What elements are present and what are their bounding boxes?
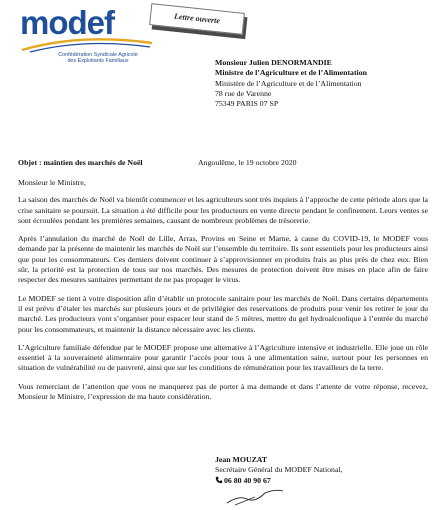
body-paragraph: Après l’annulation du marché de Noël de Lille, Arras, Provins en Seine et Marne, à cause du COVID-19, le MODEF vous demande par la présente de maintenir les marchés de Noël sur l’ensemble du territoire. Ils sont essentiels pour les producteurs ainsi que pour les consommateurs. Ces derniers doivent continuer à s’approvisionner en produits frais au plus près de chez eux. Bien sûr, la priorité est la protection de tous sur nos marchés. Des mesures de protection doivent être mises en place afin de faire respecter des mesures sanitaires permettant de ne pas propager le virus. <box>18 234 428 285</box>
modef-logo <box>20 5 155 75</box>
handwritten-signature <box>225 485 285 507</box>
recipient-city: 75349 PARIS 07 SP <box>215 99 279 109</box>
recipient-title: Ministre de l’Agriculture et de l’Alimentation <box>215 68 367 78</box>
letter-subject: Objet : maintien des marchés de Noël <box>18 158 143 167</box>
logo-swoosh-graphic <box>20 35 155 53</box>
body-paragraph: L’Agriculture familiale défendue par le MODEF propose une alternative à l’Agriculture intensive et industrielle. Elle joue un rôle essentiel à la souveraineté alimentaire pour garantir l’accès pour tous à une alimentation saine, surtout pour les personnes en situation de vulnérabilité ou de pauvreté, ainsi que sur les conditions de rémunération pour les travailleurs de la terre. <box>18 342 428 373</box>
logo-wordmark: modef <box>20 4 114 41</box>
signer-role: Secrétaire Général du MODEF National, <box>215 465 343 475</box>
body-paragraph: La saison des marchés de Noël va bientôt commencer et les agriculteurs sont très inquiets à l’approche de cette période alors que la crise sanitaire se poursuit. La situation a été difficile pour les producteurs en vente directe pendant le confinement. Leurs ventes se sont écroulées pendant les premières semaines, causant de nombreux problèmes de trésorerie. <box>18 195 428 225</box>
recipient-street: 78 rue de Varenne <box>215 88 272 98</box>
recipient-address <box>215 58 367 109</box>
phone-icon <box>215 476 223 484</box>
recipient-name: Monsieur Julien DENORMANDIE <box>215 58 332 67</box>
place-and-date: Angoulême, le 19 octobre 2020 <box>198 158 297 167</box>
open-letter-stamp: Lettre ouverte <box>149 3 245 35</box>
signature-block <box>215 455 343 486</box>
body-paragraph: Vous remerciant de l’attention que vous ne manquerez pas de porter à ma demande et dans l’attente de votre réponse, recevez, Monsieur le Ministre, l’expression de ma haute considération. <box>18 381 428 402</box>
signer-phone: 06 80 40 90 67 <box>224 475 271 485</box>
letter-body <box>18 178 428 410</box>
body-paragraph: Le MODEF se tient à votre disposition afin d’établir un protocole sanitaire pour les marchés de Noël. Dans certains départements il est prévu d’étaler les marchés sur plusieurs jours et de privilégier des reservations de produits pour venir les retirer le jour du marché. Les producteurs vont s’organiser pour espacer leur stand de 5 mètres, mettre du gel hydroalcoolique à l’entrée du marché pour les consommateurs, et maintenir la distance nécessaire avec les clients. <box>18 293 428 334</box>
signer-name: Jean MOUZAT <box>215 455 268 464</box>
salutation: Monsieur le Ministre, <box>18 178 86 187</box>
recipient-office: Ministère de l’Agriculture et de l’Alimentation <box>215 78 362 88</box>
logo-subtitle: Confédération Syndicale Agricole des Exploitants Familiaux <box>58 52 138 65</box>
